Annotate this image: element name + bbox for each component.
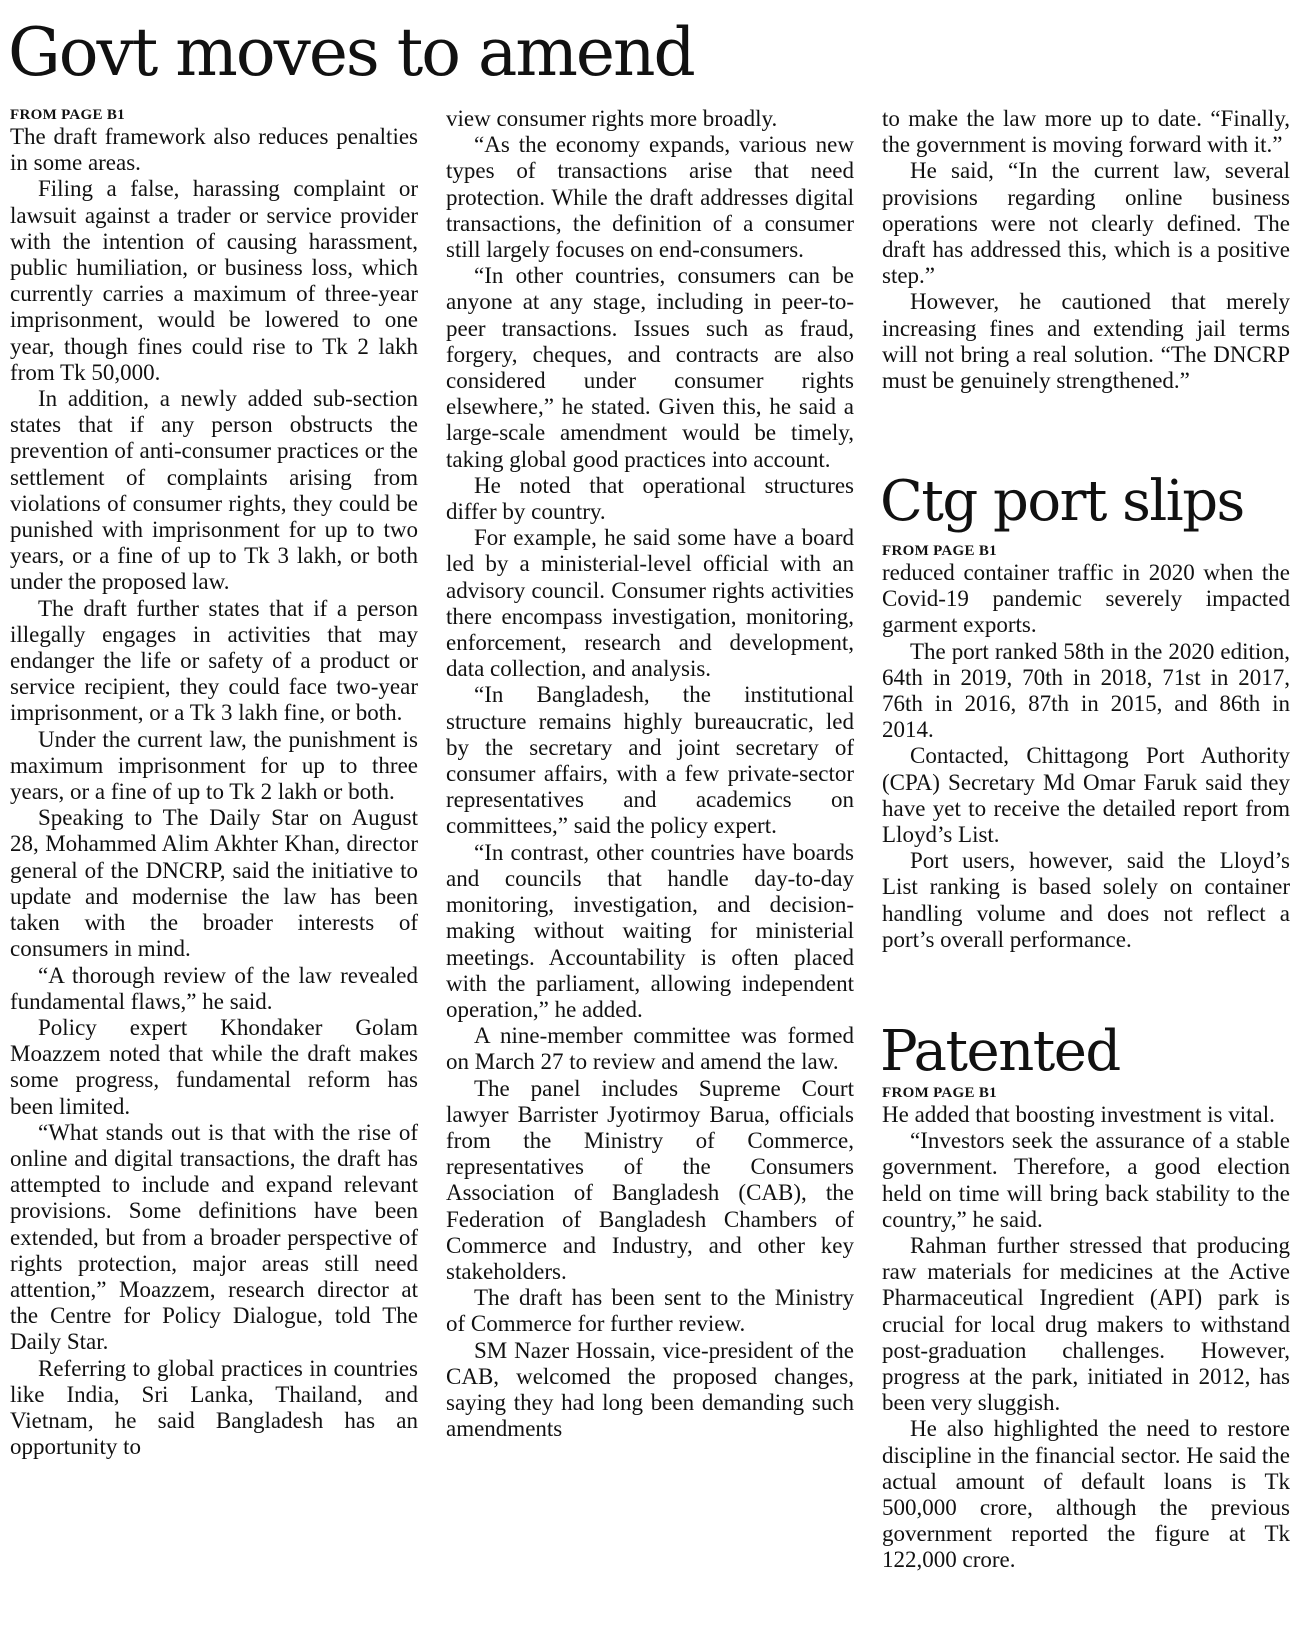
paragraph: “In other countries, consumers can be anyone at any stage, including in peer-to-peer transactions. Issues such as fraud, forgery, cheques, and contracts are also considered under consumer rights elsewhere,” he stated. Given this, he said a large-scale amendment would be timely, taking global good practices into account. [446,263,854,472]
paragraph: “What stands out is that with the rise of online and digital transactions, the draft has attempted to include and expand relevant provisions. Some definitions have been extended, but from a broader perspective of rights protection, major areas still need attention,” Moazzem, research director at the Centre for Policy Dialogue, told The Daily Star. [10,1119,418,1355]
paragraph: In addition, a newly added sub-section states that if any person obstructs the prevention of anti-consumer practices or the settlement of complaints arising from violations of consumer rights, they could be punished with imprisonment for up to two years, or a fine of up to Tk 3 lakh, or both under the proposed law. [10,386,418,595]
paragraph: The panel includes Supreme Court lawyer Barrister Jyotirmoy Barua, officials from the Ministry of Commerce, representatives of the Consumers Association of Bangladesh (CAB), the Federation of Bangladesh Chambers of Commerce and Industry, and other key stakeholders. [446,1075,854,1284]
paragraph: For example, he said some have a board led by a ministerial-level official with an advisory council. Consumer rights activities there encompass investigation, monitoring, enforcement, research and development, data collection, and analysis. [446,525,854,682]
paragraph: SM Nazer Hossain, vice-president of the CAB, welcomed the proposed changes, saying they had long been demanding such amendments [446,1337,854,1442]
paragraph: to make the law more up to date. “Finally, the government is moving forward with it.” [882,106,1290,158]
paragraph: The draft has been sent to the Ministry of Commerce for further review. [446,1285,854,1337]
paragraph: “As the economy expands, various new types of transactions arise that need protection. While the draft addresses digital transactions, the definition of a consumer still largely focuses on end-consumers. [446,132,854,263]
ctg-port-article [882,542,1290,953]
paragraph: The port ranked 58th in the 2020 edition, 64th in 2019, 70th in 2018, 71st in 2017, 76th in 2016, 87th in 2015, and 86th in 2014. [882,638,1290,743]
paragraph: reduced container traffic in 2020 when the Covid-19 pandemic severely impacted garment exports. [882,560,1290,638]
paragraph: view consumer rights more broadly. [446,106,778,131]
patented-kicker: FROM PAGE B1 [882,1085,997,1101]
paragraph: However, he cautioned that merely increasing fines and extending jail terms will not bring a real solution. “The DNCRP must be genuinely strengthened.” [882,289,1290,394]
paragraph: Under the current law, the punishment is maximum imprisonment for up to three years, or a fine of up to Tk 2 lakh or both. [10,726,418,805]
paragraph: “Investors seek the assurance of a stable government. Therefore, a good election held on time will bring back stability to the country,” he said. [882,1128,1290,1232]
main-headline: Govt moves to amend [8,14,694,91]
paragraph: The draft framework also reduces penalties in some areas. [10,124,418,176]
paragraph: He also highlighted the need to restore discipline in the financial sector. He said the actual amount of default loans is Tk 500,000 crore, although the previous government reported the figure at Tk 122,000 crore. [882,1416,1290,1573]
paragraph: He added that boosting investment is vital. [882,1102,1275,1127]
paragraph: “In contrast, other countries have boards and councils that handle day-to-day monitoring, investigation, and decision-making without waiting for ministerial meetings. Accountability is often placed with the parliament, allowing independent operation,” he added. [446,839,854,1022]
paragraph: Referring to global practices in countries like India, Sri Lanka, Thailand, and Vietnam, he said Bangladesh has an opportunity to [10,1355,418,1460]
main-article-column-3 [882,106,1290,394]
paragraph: Rahman further stressed that producing raw materials for medicines at the Active Pharmaceutical Ingredient (API) park is crucial for local drug makers to withstand post-graduation challenges. However, progress at the park, initiated in 2012, has been very sluggish. [882,1233,1290,1416]
paragraph: “A thorough review of the law revealed fundamental flaws,” he said. [10,962,418,1014]
main-article-column-1 [10,106,418,1460]
ctg-port-headline: Ctg port slips [880,469,1244,534]
main-article-kicker: FROM PAGE B1 [10,107,125,123]
patented-headline: Patented [880,1019,1120,1084]
paragraph: Contacted, Chittagong Port Authority (CPA) Secretary Md Omar Faruk said they have yet to receive the detailed report from Lloyd’s List. [882,743,1290,848]
paragraph: Policy expert Khondaker Golam Moazzem noted that while the draft makes some progress, fundamental reform has been limited. [10,1014,418,1119]
paragraph: He said, “In the current law, several provisions regarding online business operations were not clearly defined. The draft has addressed this, which is a positive step.” [882,158,1290,289]
paragraph: “In Bangladesh, the institutional structure remains highly bureaucratic, led by the secretary and joint secretary of consumer affairs, with a few private-sector representatives and academics on committees,” said the policy expert. [446,682,854,839]
paragraph: Filing a false, harassing complaint or lawsuit against a trader or service provider with the intention of causing harassment, public humiliation, or business loss, which currently carries a maximum of three-year imprisonment, would be lowered to one year, though fines could rise to Tk 2 lakh from Tk 50,000. [10,176,418,385]
paragraph: The draft further states that if a person illegally engages in activities that may endanger the life or safety of a product or service recipient, they could face two-year imprisonment, or a Tk 3 lakh fine, or both. [10,595,418,726]
main-article-column-2 [446,106,854,1442]
patented-article [882,1084,1290,1574]
ctg-port-kicker: FROM PAGE B1 [882,543,997,559]
paragraph: A nine-member committee was formed on March 27 to review and amend the law. [446,1023,854,1075]
paragraph: Speaking to The Daily Star on August 28, Mohammed Alim Akhter Khan, director general of the DNCRP, said the initiative to update and modernise the law has been taken with the broader interests of consumers in mind. [10,805,418,962]
paragraph: He noted that operational structures differ by country. [446,472,854,525]
paragraph: Port users, however, said the Lloyd’s List ranking is based solely on container handling volume and does not reflect a port’s overall performance. [882,848,1290,952]
